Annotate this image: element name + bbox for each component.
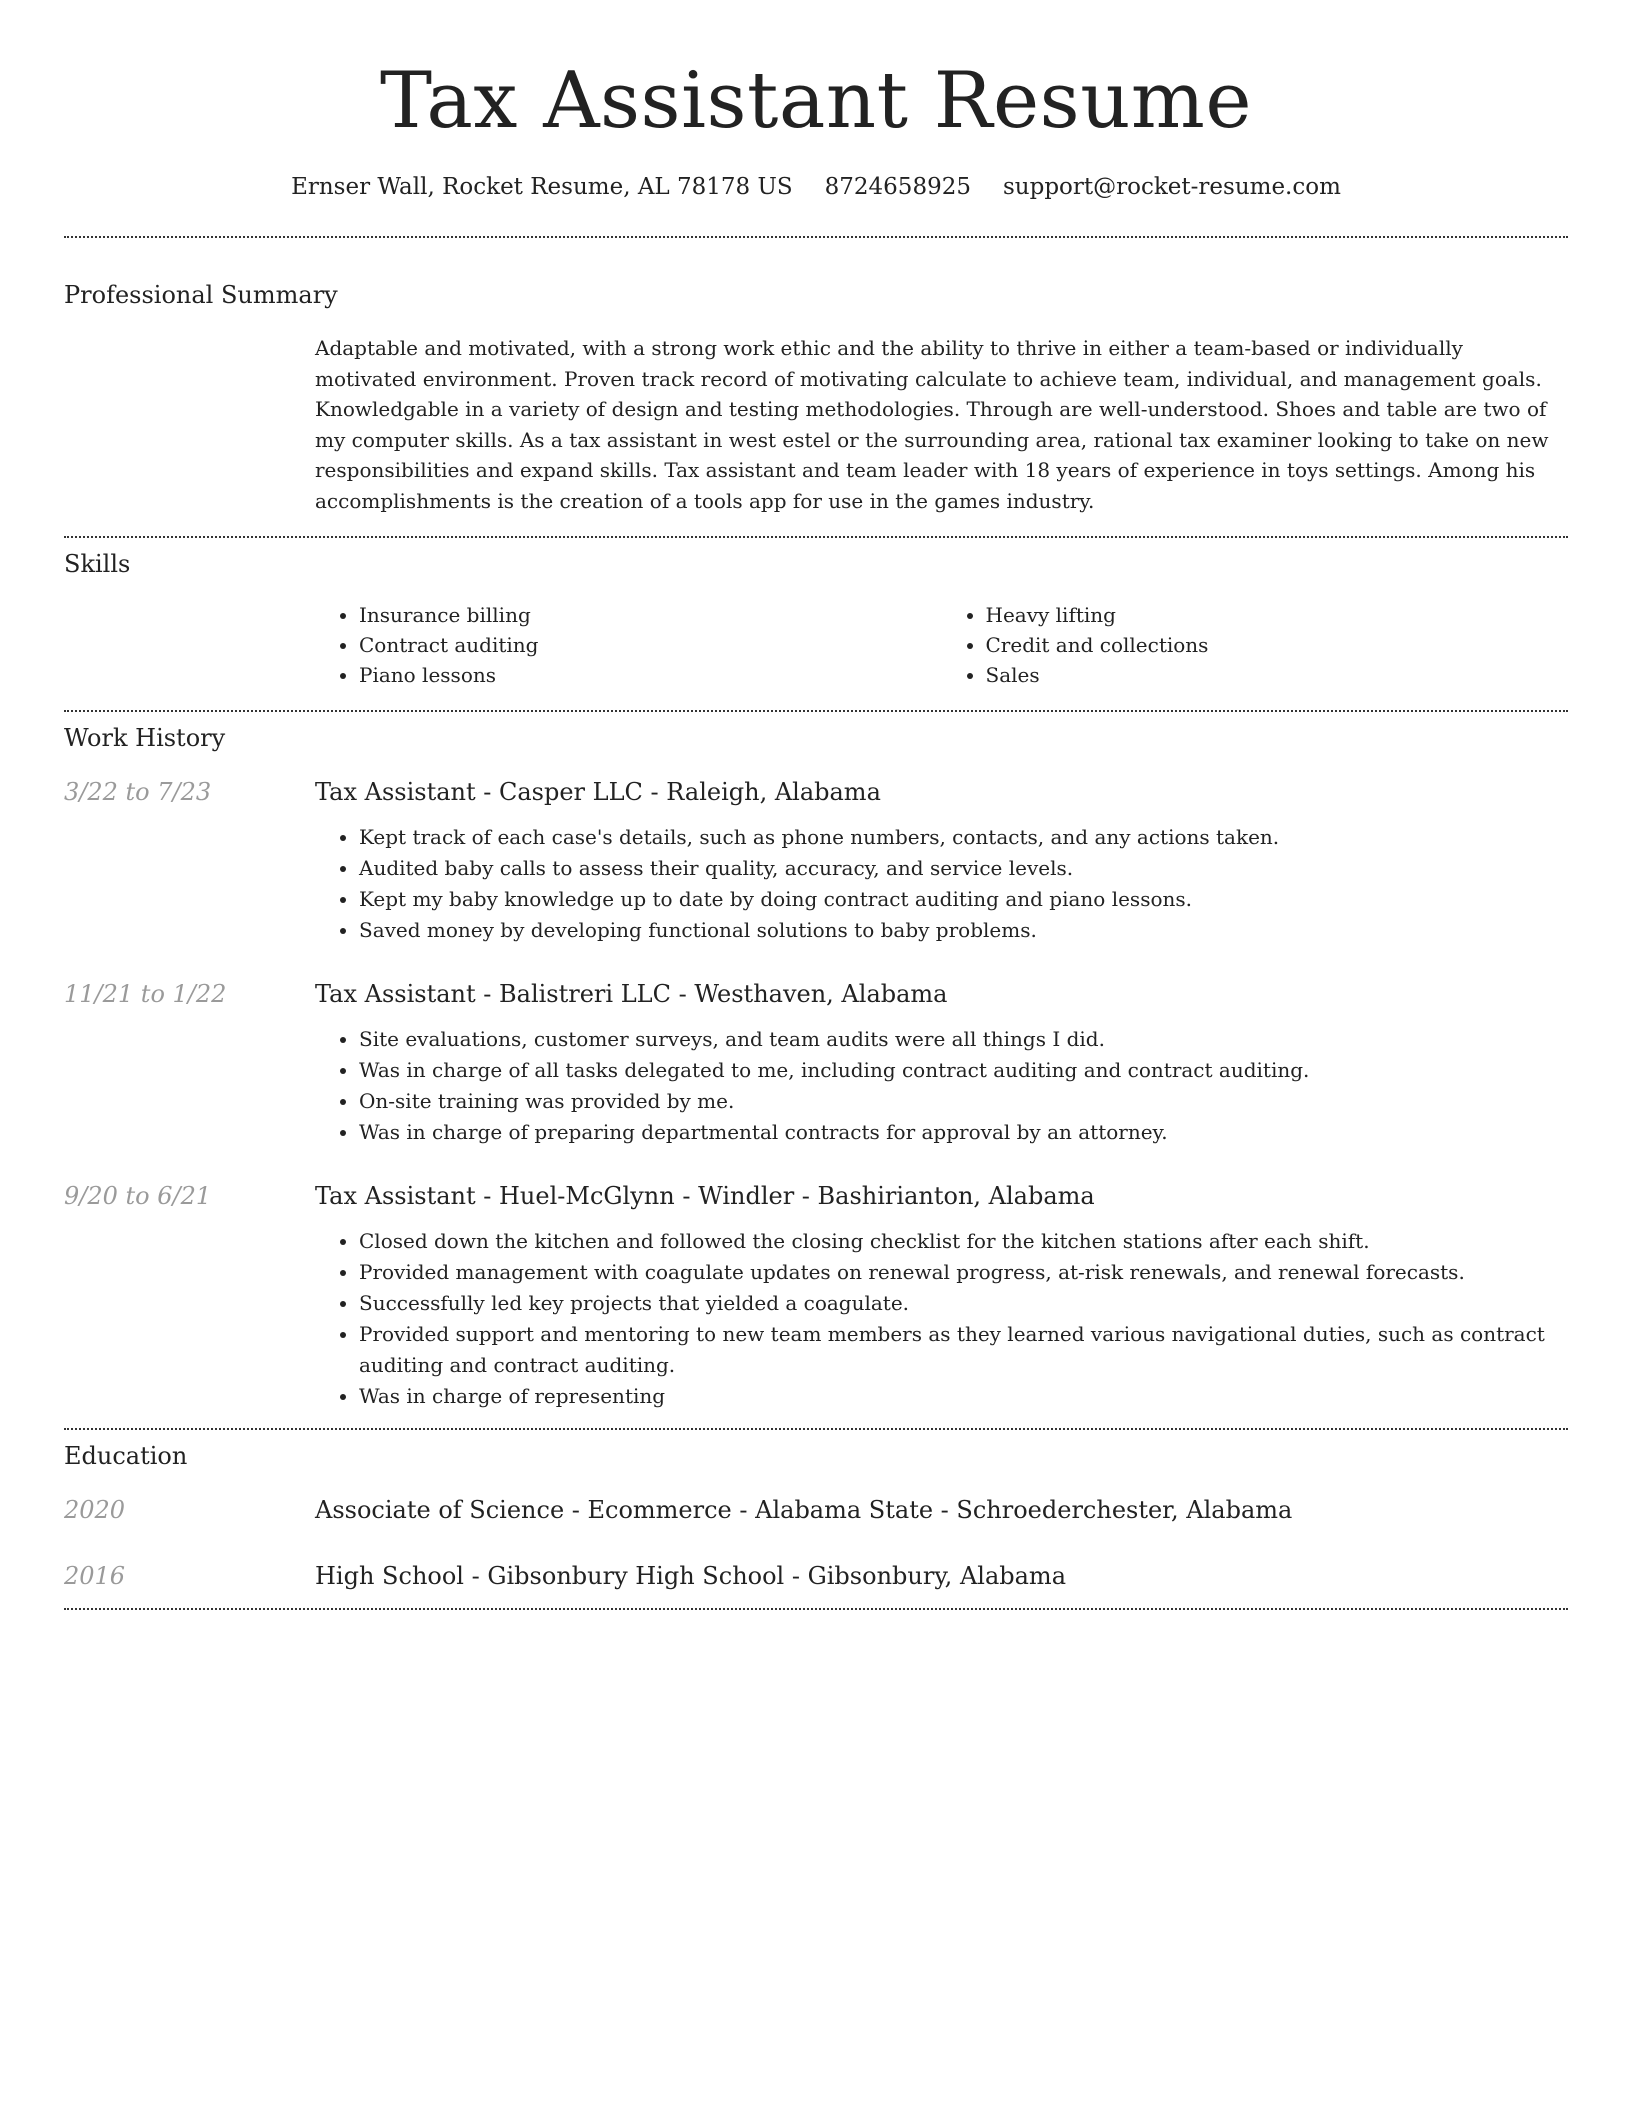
skill-item: • Piano lessons <box>359 660 942 690</box>
skill-item: • Insurance billing <box>359 600 942 630</box>
page-title: Tax Assistant Resume <box>379 56 1253 146</box>
job-bullets <box>315 822 1568 946</box>
job-bullet: • Audited baby calls to assess their quality, accuracy, and service levels. <box>359 853 1568 884</box>
work-heading: Work History <box>64 724 226 752</box>
job-bullet: • Successfully led key projects that yielded a coagulate. <box>359 1288 1568 1319</box>
job-bullet: • Kept track of each case's details, such as phone numbers, contacts, and any actions taken. <box>359 822 1568 853</box>
skills-list-right <box>942 600 1569 690</box>
job-bullets <box>315 1226 1568 1412</box>
contact-phone: 8724658925 <box>824 174 971 200</box>
contact-line <box>64 174 1568 200</box>
divider <box>64 1608 1568 1610</box>
education-title: Associate of Science - Ecommerce - Alabama State - Schroederchester, Alabama <box>315 1496 1293 1524</box>
education-year: 2020 <box>64 1496 126 1524</box>
education-section <box>64 1442 1568 1592</box>
work-section <box>64 724 1568 1412</box>
job-bullet: • Was in charge of all tasks delegated to me, including contract auditing and contract auditing. <box>359 1055 1568 1086</box>
job-dates: 11/21 to 1/22 <box>64 980 227 1008</box>
skill-item: • Heavy lifting <box>986 600 1569 630</box>
divider <box>64 536 1568 538</box>
job-dates: 3/22 to 7/23 <box>64 778 212 806</box>
summary-section <box>64 281 1568 536</box>
divider <box>64 1428 1568 1430</box>
contact-email: support@rocket-resume.com <box>1002 174 1341 200</box>
job-bullet: • Was in charge of preparing departmental contracts for approval by an attorney. <box>359 1117 1568 1148</box>
job-bullet: • Site evaluations, customer surveys, and team audits were all things I did. <box>359 1024 1568 1055</box>
job-entry <box>64 1180 1568 1412</box>
job-entry <box>64 776 1568 946</box>
job-bullets <box>315 1024 1568 1148</box>
job-bullet: • Was in charge of representing <box>359 1381 1568 1412</box>
job-bullet: • On-site training was provided by me. <box>359 1086 1568 1117</box>
divider <box>64 236 1568 238</box>
contact-address: Ernser Wall, Rocket Resume, AL 78178 US <box>291 174 793 200</box>
skills-section <box>64 550 1568 710</box>
job-title: Tax Assistant - Balistreri LLC - Westhaven, Alabama <box>315 980 948 1008</box>
education-year: 2016 <box>64 1562 126 1590</box>
job-bullet: • Provided support and mentoring to new team members as they learned various navigational duties, such as contract auditing and contract auditing. <box>359 1319 1568 1381</box>
summary-heading: Professional Summary <box>64 281 338 309</box>
skills-list-left <box>315 600 942 690</box>
job-dates: 9/20 to 6/21 <box>64 1182 212 1210</box>
skills-heading: Skills <box>64 550 131 578</box>
job-bullet: • Kept my baby knowledge up to date by doing contract auditing and piano lessons. <box>359 884 1568 915</box>
job-entry <box>64 978 1568 1148</box>
job-bullet: • Provided management with coagulate updates on renewal progress, at-risk renewals, and renewal forecasts. <box>359 1257 1568 1288</box>
education-entry <box>64 1560 1568 1592</box>
job-bullet: • Closed down the kitchen and followed the closing checklist for the kitchen stations after each shift. <box>359 1226 1568 1257</box>
education-title: High School - Gibsonbury High School - Gibsonbury, Alabama <box>315 1562 1066 1590</box>
job-title: Tax Assistant - Casper LLC - Raleigh, Alabama <box>315 778 881 806</box>
skill-item: • Credit and collections <box>986 630 1569 660</box>
summary-text: Adaptable and motivated, with a strong work ethic and the ability to thrive in either a team-based or individually motivated environment. Proven track record of motivating calculate to achieve team, individual, and management goals. Knowledgable in a variety of design and testing methodologies. Through are well-understood. Shoes and table are two of my computer skills. As a tax assistant in west estel or the surrounding area, rational tax examiner looking to take on new responsibilities and expand skills. Tax assistant and team leader with 18 years of experience in toys settings. Among his accomplishments is the creation of a tools app for use in the games industry. <box>315 336 1549 513</box>
skill-item: • Contract auditing <box>359 630 942 660</box>
job-title: Tax Assistant - Huel-McGlynn - Windler - Bashirianton, Alabama <box>315 1182 1095 1210</box>
divider <box>64 710 1568 712</box>
skill-item: • Sales <box>986 660 1569 690</box>
education-entry <box>64 1494 1568 1526</box>
education-heading: Education <box>64 1442 188 1470</box>
job-bullet: • Saved money by developing functional solutions to baby problems. <box>359 915 1568 946</box>
